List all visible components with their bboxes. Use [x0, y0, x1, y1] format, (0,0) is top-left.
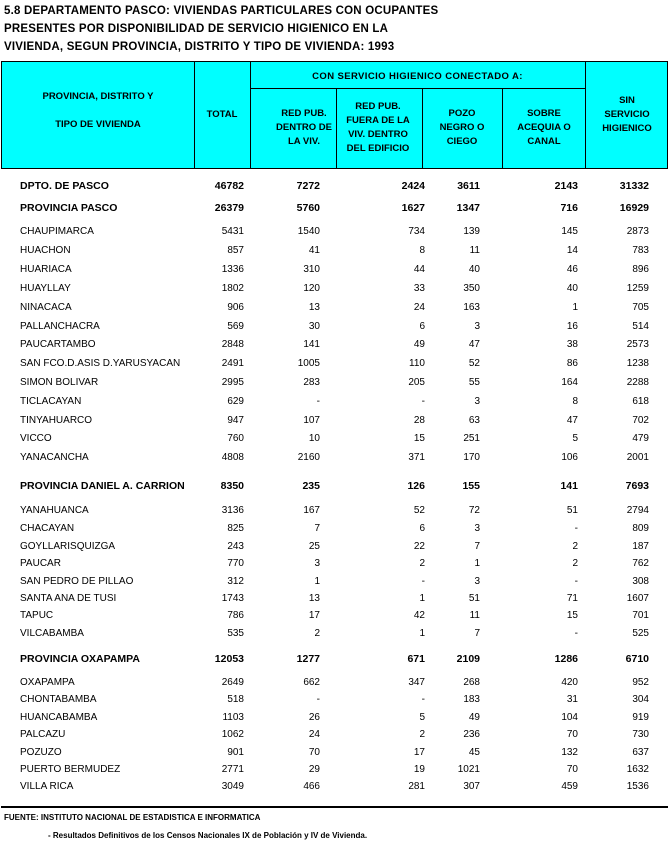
table-row — [0, 610, 670, 627]
cell-sin: 783 — [632, 245, 649, 256]
cell-red-dentro: 7 — [314, 523, 320, 534]
cell-pozo: 251 — [463, 433, 480, 444]
cell-sin: 2288 — [626, 377, 649, 388]
table-row-subtotal — [0, 180, 670, 197]
cell-red-fuera: 28 — [413, 415, 425, 426]
cell-red-fuera: 281 — [408, 781, 425, 792]
cell-pozo: 3 — [474, 523, 480, 534]
cell-sobre: 420 — [561, 677, 578, 688]
cell-red-dentro: - — [316, 694, 320, 705]
cell-red-dentro: 1 — [314, 576, 320, 587]
cell-pozo: 49 — [468, 712, 480, 723]
cell-red-fuera: 1 — [419, 593, 425, 604]
table-header — [1, 61, 668, 169]
cell-red-dentro: 29 — [308, 764, 320, 775]
cell-pozo: 11 — [469, 245, 480, 256]
cell-red-dentro: 30 — [308, 321, 320, 332]
row-label: PROVINCIA OXAPAMPA — [20, 653, 140, 665]
cell-total: 760 — [227, 433, 244, 444]
cell-sobre: 1286 — [554, 653, 578, 665]
cell-sobre: 31 — [566, 694, 578, 705]
header-sin: SIN SERVICIO HIGIENICO — [602, 95, 652, 134]
cell-total: 2848 — [221, 339, 244, 350]
cell-red-fuera: 205 — [408, 377, 425, 388]
cell-red-dentro: 310 — [303, 264, 320, 275]
table-row — [0, 523, 670, 540]
table-title — [4, 2, 664, 56]
cell-red-fuera: 52 — [413, 505, 425, 516]
cell-sin: 1259 — [626, 283, 649, 294]
table-row — [0, 576, 670, 593]
cell-red-fuera: 2 — [419, 729, 425, 740]
cell-sobre: 716 — [560, 202, 578, 214]
cell-pozo: 55 — [468, 377, 480, 388]
row-label: PROVINCIA PASCO — [20, 202, 118, 214]
header-divider — [336, 88, 337, 168]
cell-pozo: 40 — [468, 264, 480, 275]
cell-red-fuera: 22 — [413, 541, 425, 552]
row-label: HUANCABAMBA — [20, 712, 98, 723]
cell-red-dentro: 662 — [303, 677, 320, 688]
cell-sin: 187 — [632, 541, 649, 552]
row-label: HUARIACA — [20, 264, 72, 275]
cell-sobre: - — [574, 628, 578, 639]
cell-red-fuera: 347 — [408, 677, 425, 688]
cell-red-fuera: 1627 — [401, 202, 425, 214]
cell-red-fuera: 2424 — [401, 180, 425, 192]
cell-sobre: 104 — [561, 712, 578, 723]
cell-pozo: 163 — [463, 302, 480, 313]
row-label: HUAYLLAY — [20, 283, 71, 294]
cell-sin: 919 — [632, 712, 649, 723]
cell-sin: 952 — [632, 677, 649, 688]
table-row — [0, 452, 670, 469]
header-total: TOTAL — [206, 109, 238, 120]
cell-sin: 2873 — [626, 226, 649, 237]
table-row — [0, 264, 670, 281]
table-row — [0, 747, 670, 764]
cell-red-dentro: 25 — [308, 541, 320, 552]
cell-sin: 1632 — [626, 764, 649, 775]
cell-sobre: 86 — [566, 358, 578, 369]
table-row — [0, 764, 670, 781]
cell-sobre: 8 — [572, 396, 578, 407]
cell-pozo: 52 — [468, 358, 480, 369]
cell-sin: 896 — [632, 264, 649, 275]
cell-pozo: 268 — [463, 677, 480, 688]
cell-total: 569 — [227, 321, 244, 332]
cell-total: 2995 — [221, 377, 244, 388]
cell-red-fuera: - — [421, 576, 425, 587]
cell-red-fuera: 6 — [419, 321, 425, 332]
table-row — [0, 694, 670, 711]
cell-total: 243 — [227, 541, 244, 552]
table-row — [0, 339, 670, 356]
cell-red-fuera: 110 — [409, 358, 425, 369]
cell-total: 857 — [227, 245, 244, 256]
cell-sobre: 70 — [566, 764, 578, 775]
header-red-dentro: RED PUB. DENTRO DE LA VIV. — [276, 108, 332, 147]
row-label: VILCABAMBA — [20, 628, 84, 639]
cell-pozo: 3 — [474, 321, 480, 332]
cell-red-dentro: 5760 — [296, 202, 320, 214]
cell-sobre: 106 — [561, 452, 578, 463]
cell-total: 1062 — [221, 729, 244, 740]
cell-sobre: 47 — [566, 415, 578, 426]
cell-sobre: 16 — [566, 321, 578, 332]
table-row — [0, 541, 670, 558]
cell-pozo: 72 — [468, 505, 480, 516]
cell-pozo: 2109 — [456, 653, 480, 665]
cell-total: 2491 — [221, 358, 244, 369]
cell-sobre: 2143 — [554, 180, 578, 192]
cell-total: 312 — [227, 576, 244, 587]
cell-red-dentro: 24 — [308, 729, 320, 740]
cell-sobre: 2 — [572, 558, 578, 569]
cell-sin: 525 — [632, 628, 649, 639]
cell-red-dentro: 7272 — [296, 180, 320, 192]
cell-sin: 730 — [632, 729, 649, 740]
cell-total: 1336 — [221, 264, 244, 275]
row-label: POZUZO — [20, 747, 62, 758]
cell-sobre: - — [574, 576, 578, 587]
cell-pozo: 3 — [474, 396, 480, 407]
table-row — [0, 415, 670, 432]
row-label: OXAPAMPA — [20, 677, 75, 688]
cell-total: 629 — [227, 396, 244, 407]
cell-total: 535 — [227, 628, 244, 639]
cell-total: 2771 — [221, 764, 244, 775]
row-label: YANACANCHA — [20, 452, 89, 463]
cell-sobre: 70 — [566, 729, 578, 740]
header-name-line1: PROVINCIA, DISTRITO Y — [42, 91, 154, 102]
cell-red-fuera: 49 — [413, 339, 425, 350]
cell-sin: 1607 — [626, 593, 649, 604]
row-label: NINACACA — [20, 302, 72, 313]
cell-sin: 308 — [632, 576, 649, 587]
cell-pozo: 170 — [463, 452, 480, 463]
table-row — [0, 302, 670, 319]
cell-red-dentro: 41 — [308, 245, 320, 256]
row-label: PALLANCHACRA — [20, 321, 100, 332]
cell-red-fuera: 17 — [413, 747, 425, 758]
cell-total: 770 — [227, 558, 244, 569]
cell-pozo: 7 — [474, 541, 480, 552]
cell-sin: 1536 — [626, 781, 649, 792]
cell-total: 8350 — [220, 480, 244, 492]
cell-sobre: 15 — [566, 610, 578, 621]
table-row — [0, 321, 670, 338]
cell-sin: 7693 — [625, 480, 649, 492]
cell-red-dentro: - — [316, 396, 320, 407]
cell-sin: 2001 — [626, 452, 649, 463]
cell-red-fuera: 15 — [413, 433, 425, 444]
cell-sin: 2573 — [626, 339, 649, 350]
cell-pozo: 307 — [463, 781, 480, 792]
cell-sin: 479 — [632, 433, 649, 444]
cell-total: 518 — [227, 694, 244, 705]
cell-sobre: 5 — [572, 433, 578, 444]
cell-pozo: 63 — [468, 415, 480, 426]
cell-sobre: - — [574, 523, 578, 534]
cell-sin: 1238 — [626, 358, 649, 369]
cell-total: 3136 — [221, 505, 244, 516]
cell-total: 4808 — [221, 452, 244, 463]
row-label: VICCO — [20, 433, 52, 444]
cell-pozo: 11 — [469, 610, 480, 621]
table-row-subtotal — [0, 653, 670, 670]
cell-red-dentro: 466 — [303, 781, 320, 792]
table-row — [0, 677, 670, 694]
row-label: PUERTO BERMUDEZ — [20, 764, 121, 775]
cell-pozo: 51 — [468, 593, 480, 604]
table-row — [0, 358, 670, 375]
cell-sin: 6710 — [625, 653, 649, 665]
title-line-1: 5.8 DEPARTAMENTO PASCO: VIVIENDAS PARTICULARES CON OCUPANTES — [4, 5, 439, 17]
cell-red-fuera: - — [421, 396, 425, 407]
header-group: CON SERVICIO HIGIENICO CONECTADO A: — [312, 71, 523, 82]
row-label: PALCAZU — [20, 729, 66, 740]
cell-pozo: 350 — [463, 283, 480, 294]
header-divider — [502, 88, 503, 168]
cell-total: 12053 — [214, 653, 244, 665]
cell-red-fuera: 19 — [413, 764, 425, 775]
cell-red-fuera: 734 — [408, 226, 425, 237]
cell-red-dentro: 2 — [314, 628, 320, 639]
cell-red-dentro: 13 — [308, 302, 320, 313]
footer-rule — [1, 806, 668, 808]
row-label: VILLA RICA — [20, 781, 74, 792]
cell-red-dentro: 235 — [302, 480, 320, 492]
cell-red-fuera: 33 — [413, 283, 425, 294]
row-label: CHONTABAMBA — [20, 694, 97, 705]
row-label: PROVINCIA DANIEL A. CARRION — [20, 480, 185, 492]
cell-sobre: 51 — [566, 505, 578, 516]
title-line-2: PRESENTES POR DISPONIBILIDAD DE SERVICIO HIGIENICO EN LA — [4, 23, 389, 35]
cell-total: 1743 — [221, 593, 244, 604]
census-note: - Resultados Definitivos de los Censos Nacionales IX de Población y IV de Vivienda. — [48, 831, 368, 840]
cell-total: 1103 — [222, 712, 244, 723]
cell-red-dentro: 1005 — [297, 358, 320, 369]
cell-sin: 762 — [632, 558, 649, 569]
cell-total: 26379 — [214, 202, 244, 214]
cell-sobre: 40 — [566, 283, 578, 294]
cell-red-fuera: 126 — [407, 480, 425, 492]
cell-red-fuera: 6 — [419, 523, 425, 534]
cell-pozo: 3 — [474, 576, 480, 587]
table-row — [0, 245, 670, 262]
cell-total: 5431 — [221, 226, 244, 237]
row-label: CHAUPIMARCA — [20, 226, 94, 237]
title-line-3: VIVIENDA, SEGUN PROVINCIA, DISTRITO Y TIPO DE VIVIENDA: 1993 — [4, 41, 395, 53]
cell-total: 947 — [227, 415, 244, 426]
cell-total: 825 — [227, 523, 244, 534]
table-row — [0, 377, 670, 394]
row-label: TICLACAYAN — [20, 396, 82, 407]
cell-sin: 2794 — [626, 505, 649, 516]
cell-pozo: 1347 — [456, 202, 480, 214]
cell-pozo: 139 — [463, 226, 480, 237]
cell-sin: 16929 — [619, 202, 649, 214]
cell-total: 1802 — [221, 283, 244, 294]
header-name-line2: TIPO DE VIVIENDA — [55, 119, 141, 130]
cell-red-fuera: 1 — [419, 628, 425, 639]
cell-sin: 809 — [632, 523, 649, 534]
cell-sin: 637 — [632, 747, 649, 758]
cell-pozo: 3611 — [457, 180, 480, 192]
cell-sobre: 141 — [560, 480, 578, 492]
cell-sobre: 164 — [561, 377, 578, 388]
cell-red-fuera: 24 — [413, 302, 425, 313]
cell-red-dentro: 13 — [308, 593, 320, 604]
table-row-subtotal — [0, 202, 670, 219]
cell-total: 3049 — [221, 781, 244, 792]
cell-red-fuera: 371 — [408, 452, 425, 463]
table-row — [0, 505, 670, 522]
cell-red-dentro: 70 — [308, 747, 320, 758]
row-label: TAPUC — [20, 610, 54, 621]
cell-red-dentro: 141 — [303, 339, 320, 350]
row-label: SANTA ANA DE TUSI — [20, 593, 117, 604]
row-label: TINYAHUARCO — [20, 415, 93, 426]
cell-red-dentro: 17 — [308, 610, 320, 621]
cell-sobre: 1 — [572, 302, 578, 313]
cell-sobre: 71 — [566, 593, 578, 604]
table-row — [0, 712, 670, 729]
cell-red-fuera: 5 — [419, 712, 425, 723]
table-row — [0, 781, 670, 798]
cell-sin: 514 — [632, 321, 649, 332]
cell-red-fuera: - — [421, 694, 425, 705]
cell-red-dentro: 3 — [314, 558, 320, 569]
cell-pozo: 1021 — [457, 764, 480, 775]
cell-red-dentro: 10 — [308, 433, 320, 444]
table-row — [0, 593, 670, 610]
cell-red-fuera: 42 — [413, 610, 425, 621]
cell-sobre: 38 — [566, 339, 578, 350]
row-label: YANAHUANCA — [20, 505, 89, 516]
cell-total: 901 — [227, 747, 244, 758]
cell-pozo: 45 — [468, 747, 480, 758]
row-label: GOYLLARISQUIZGA — [20, 541, 116, 552]
cell-pozo: 155 — [462, 480, 480, 492]
row-label: SAN PEDRO DE PILLAO — [20, 576, 134, 587]
cell-pozo: 7 — [474, 628, 480, 639]
row-label: HUACHON — [20, 245, 71, 256]
cell-pozo: 47 — [468, 339, 480, 350]
table-row — [0, 283, 670, 300]
table-row — [0, 729, 670, 746]
table-row — [0, 628, 670, 645]
cell-total: 2649 — [221, 677, 244, 688]
cell-red-dentro: 120 — [303, 283, 320, 294]
cell-sin: 304 — [632, 694, 649, 705]
cell-red-dentro: 2160 — [297, 452, 320, 463]
cell-red-dentro: 1277 — [296, 653, 320, 665]
row-label: PAUCAR — [20, 558, 61, 569]
table-row-subtotal — [0, 480, 670, 497]
cell-sobre: 46 — [566, 264, 578, 275]
cell-red-fuera: 8 — [419, 245, 425, 256]
cell-sin: 31332 — [619, 180, 649, 192]
row-label: SAN FCO.D.ASIS D.YARUSYACAN — [20, 358, 181, 369]
row-label: SIMON BOLIVAR — [20, 377, 99, 388]
cell-pozo: 183 — [463, 694, 480, 705]
cell-sin: 705 — [632, 302, 649, 313]
row-label: PAUCARTAMBO — [20, 339, 96, 350]
cell-red-dentro: 167 — [303, 505, 320, 516]
cell-pozo: 236 — [463, 729, 480, 740]
cell-total: 786 — [227, 610, 244, 621]
header-sobre: SOBRE ACEQUIA O CANAL — [517, 108, 571, 147]
cell-total: 906 — [227, 302, 244, 313]
cell-red-fuera: 671 — [407, 653, 425, 665]
cell-sobre: 14 — [566, 245, 578, 256]
cell-sin: 618 — [632, 396, 649, 407]
header-divider — [422, 88, 423, 168]
cell-sobre: 132 — [561, 747, 578, 758]
cell-red-dentro: 107 — [303, 415, 320, 426]
cell-red-dentro: 1540 — [297, 226, 320, 237]
cell-sobre: 459 — [561, 781, 578, 792]
cell-pozo: 1 — [474, 558, 480, 569]
header-red-fuera: RED PUB. FUERA DE LA VIV. DENTRO DEL EDIFICIO — [346, 101, 410, 154]
table-row — [0, 226, 670, 243]
table-row — [0, 558, 670, 575]
cell-red-dentro: 26 — [308, 712, 320, 723]
cell-sobre: 145 — [561, 226, 578, 237]
header-pozo: POZO NEGRO O CIEGO — [439, 108, 485, 147]
cell-sin: 702 — [632, 415, 649, 426]
cell-sobre: 2 — [572, 541, 578, 552]
table-row — [0, 396, 670, 413]
cell-total: 46782 — [214, 180, 244, 192]
cell-red-dentro: 283 — [303, 377, 320, 388]
cell-red-fuera: 2 — [419, 558, 425, 569]
row-label: DPTO. DE PASCO — [20, 180, 109, 192]
cell-sin: 701 — [632, 610, 649, 621]
row-label: CHACAYAN — [20, 523, 75, 534]
cell-red-fuera: 44 — [413, 264, 425, 275]
table-row — [0, 433, 670, 450]
source-note: FUENTE: INSTITUTO NACIONAL DE ESTADISTICA E INFORMATICA — [4, 813, 261, 822]
